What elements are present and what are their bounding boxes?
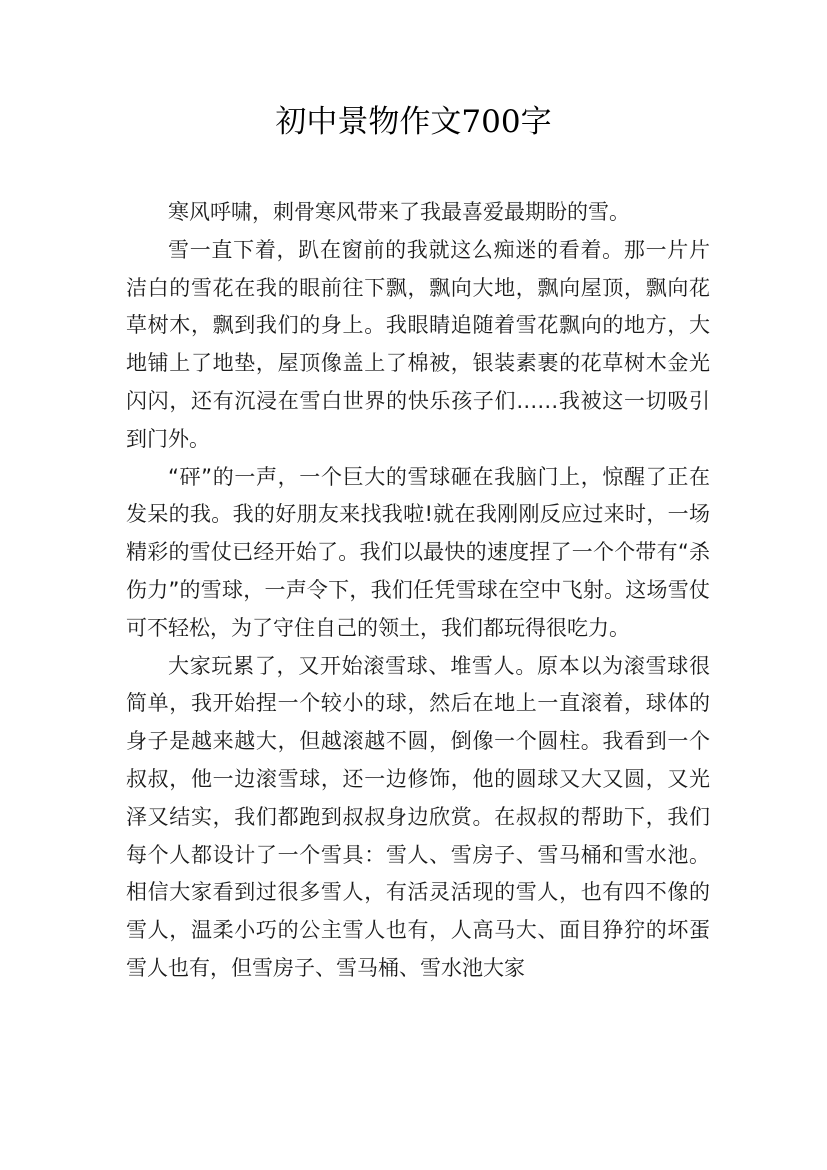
- document-body: [126, 194, 710, 988]
- document-title: 初中景物作文700字: [275, 104, 552, 140]
- paragraph-3: “砰”的一声，一个巨大的雪球砸在我脑门上，惊醒了正在发呆的我。我的好朋友来找我啦!就在我刚刚反应过来时，一场精彩的雪仗已经开始了。我们以最快的速度捏了一个个带有“杀伤力”的雪球，一声令下，我们任凭雪球在空中飞射。这场雪仗可不轻松，为了守住自己的领土，我们都玩得很吃力。: [126, 464, 710, 640]
- paragraph-1: 寒风呼啸，刺骨寒风带来了我最喜爱最期盼的雪。: [168, 200, 630, 224]
- paragraph-4: 大家玩累了，又开始滚雪球、堆雪人。原本以为滚雪球很简单，我开始捏一个较小的球，然后在地上一直滚着，球体的身子是越来越大，但越滚越不圆，倒像一个圆柱。我看到一个叔叔，他一边滚雪球，还一边修饰，他的圆球又大又圆，又光泽又结实，我们都跑到叔叔身边欣赏。在叔叔的帮助下，我们每个人都设计了一个雪具：雪人、雪房子、雪马桶和雪水池。相信大家看到过很多雪人，有活灵活现的雪人，也有四不像的雪人，温柔小巧的公主雪人也有，人高马大、面目狰狞的坏蛋雪人也有，但雪房子、雪马桶、雪水池大家: [126, 653, 710, 980]
- paragraph-2: 雪一直下着，趴在窗前的我就这么痴迷的看着。那一片片洁白的雪花在我的眼前往下飘，飘向大地，飘向屋顶，飘向花草树木，飘到我们的身上。我眼睛追随着雪花飘向的地方，大地铺上了地垫，屋顶像盖上了棉被，银装素裹的花草树木金光闪闪，还有沉浸在雪白世界的快乐孩子们……我被这一切吸引到门外。: [126, 237, 710, 451]
